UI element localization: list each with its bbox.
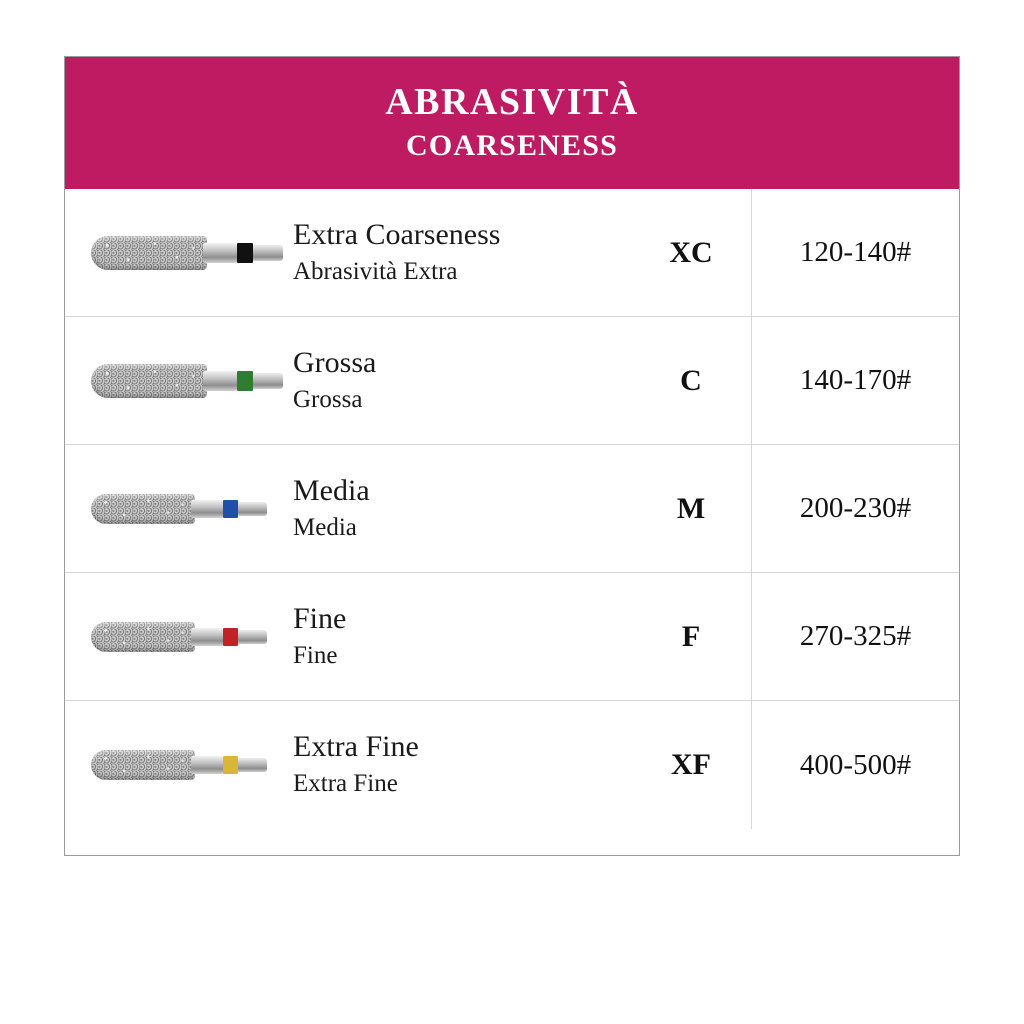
bur-neck: [203, 371, 237, 391]
diamond-bur-icon: [91, 364, 283, 398]
code-cell: C: [680, 363, 702, 397]
green-band: [237, 371, 253, 391]
coarseness-card: [64, 56, 960, 856]
table-row: [65, 317, 959, 445]
code-cell: F: [681, 619, 701, 653]
name-english: Grossa: [293, 345, 377, 379]
blue-band: [223, 500, 238, 518]
name-cell: [285, 729, 631, 801]
black-band: [237, 243, 253, 263]
bur-shank: [253, 373, 283, 389]
grit-cell: 400-500#: [751, 701, 959, 829]
bur-neck: [203, 243, 237, 263]
red-band: [223, 628, 238, 646]
bur-diamond-head: [91, 236, 207, 270]
bur-shank: [238, 758, 267, 772]
bur-diamond-head: [91, 364, 207, 398]
name-cell: [285, 217, 631, 289]
card-header: [65, 57, 959, 189]
table-row: [65, 701, 959, 829]
name-english: Extra Fine: [293, 730, 419, 764]
yellow-band: [223, 756, 238, 774]
grit-cell: 140-170#: [751, 317, 959, 445]
table-row: [65, 445, 959, 573]
name-cell: [285, 473, 631, 545]
diamond-bur-icon: [91, 494, 267, 524]
name-cell: [285, 601, 631, 673]
name-italian: Grossa: [293, 385, 363, 413]
grit-cell: 200-230#: [751, 445, 959, 573]
bur-neck: [191, 500, 223, 518]
bur-shank: [238, 502, 267, 516]
diamond-bur-icon: [91, 236, 283, 270]
bur-shank: [238, 630, 267, 644]
bur-neck: [191, 756, 223, 774]
bur-illustration-cell: [65, 317, 285, 445]
coarseness-table: [65, 189, 959, 829]
bur-shank: [253, 245, 283, 261]
table-row: [65, 189, 959, 317]
header-title-italian: ABRASIVITÀ: [385, 81, 639, 124]
table-row: [65, 573, 959, 701]
code-cell: XC: [669, 235, 713, 269]
code-cell: M: [676, 491, 706, 525]
name-italian: Media: [293, 513, 357, 541]
grit-cell: 270-325#: [751, 573, 959, 701]
name-italian: Abrasività Extra: [293, 257, 458, 285]
name-english: Fine: [293, 601, 347, 635]
name-italian: Extra Fine: [293, 770, 398, 798]
bur-illustration-cell: [65, 573, 285, 701]
bur-illustration-cell: [65, 189, 285, 317]
header-title-english: COARSENESS: [405, 129, 619, 163]
name-english: Media: [293, 473, 370, 507]
code-cell: XF: [671, 748, 711, 781]
diamond-bur-icon: [91, 622, 267, 652]
diamond-bur-icon: [91, 750, 267, 780]
grit-cell: 120-140#: [751, 189, 959, 317]
bur-neck: [191, 628, 223, 646]
bur-diamond-head: [91, 622, 195, 652]
name-english: Extra Coarseness: [293, 217, 501, 251]
bur-diamond-head: [91, 494, 195, 524]
bur-diamond-head: [91, 750, 195, 780]
name-italian: Fine: [293, 641, 338, 669]
bur-illustration-cell: [65, 701, 285, 829]
bur-illustration-cell: [65, 445, 285, 573]
name-cell: [285, 345, 631, 417]
